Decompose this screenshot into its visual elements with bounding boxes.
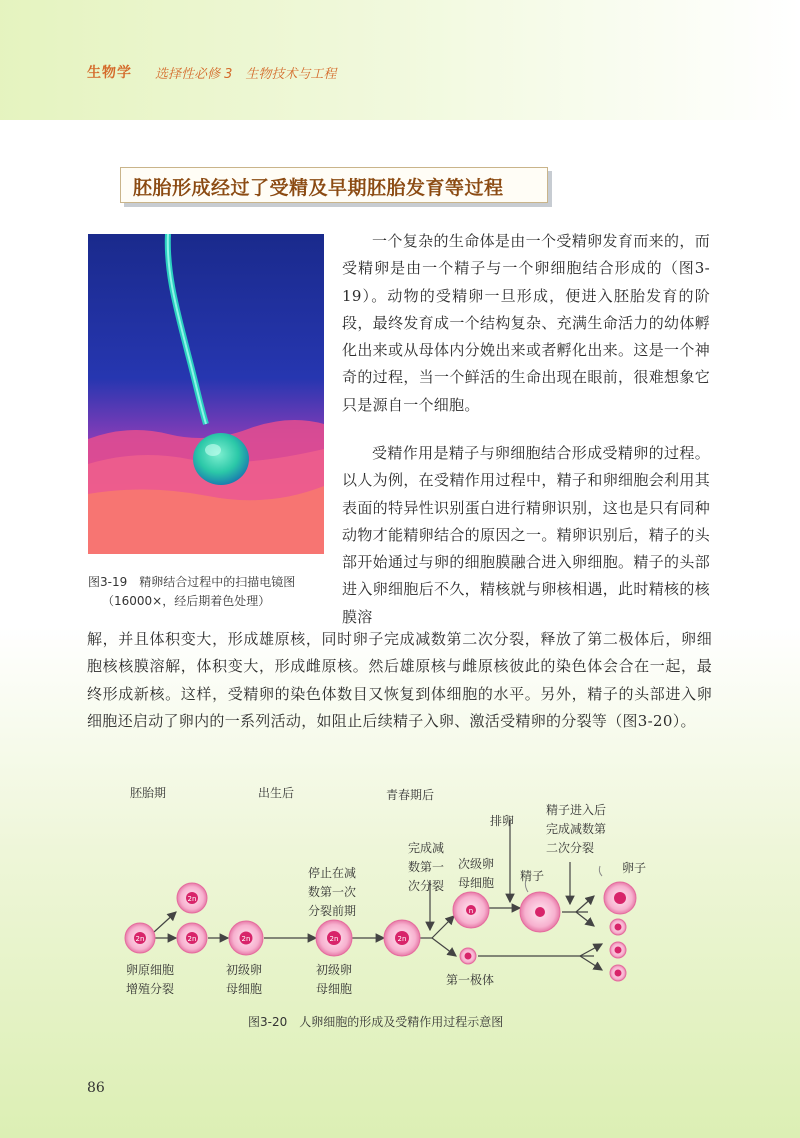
label-arrest-3: 分裂前期 (308, 904, 357, 918)
paragraph-1: 一个复杂的生命体是由一个受精卵发育而来的，而受精卵是由一个精子与一个卵细胞结合形成的（图3-19）。动物的受精卵一旦形成，便进入胚胎发育的阶段，最终发育成一个结构复杂、充满生命活力的幼体孵化出来或从母体内分娩出来或者孵化出来。这是一个神奇的过程，当一个鲜活的生命出现在眼前，很难想象它只是源自一个细胞。 (342, 232, 710, 414)
svg-text:2n: 2n (397, 935, 407, 943)
section-heading-box (120, 167, 548, 203)
label-sperm-entry-3: 二次分裂 (546, 841, 595, 855)
svg-text:2n: 2n (329, 935, 339, 943)
figure-3-19-caption (88, 573, 338, 611)
arrow-polar-down (580, 956, 602, 970)
figure-3-20-diagram (110, 780, 670, 1010)
label-secondary-oocyte-2: 母细胞 (458, 876, 495, 890)
label-primary-oocyte-1a: 初级卵 (226, 963, 263, 977)
arrow-polar-up (580, 944, 602, 956)
svg-text:2n: 2n (241, 935, 251, 943)
cell-primary-oocyte-1 (229, 921, 263, 955)
sperm-tail-icon (599, 866, 602, 876)
figure-3-19-caption-line1: 图3-19 精卵结合过程中的扫描电镜图 (88, 575, 296, 589)
cell-second-polar-body (610, 919, 626, 935)
stage-after-birth-label: 出生后 (258, 786, 295, 800)
label-sperm-entry-1: 精子进入后 (546, 803, 607, 817)
arrow-to-polar-body (432, 938, 456, 956)
cell-oogonia-up (177, 883, 207, 913)
paragraph-2: 受精作用是精子与卵细胞结合形成受精卵的过程。以人为例，在受精作用过程中，精子和卵细胞会利用其表面的特异性识别蛋白进行精卵识别，这也是只有同种动物才能精卵结合的原因之一。精卵识别后，精子的头部开始通过与卵的细胞膜融合进入卵细胞。精子的头部进入卵细胞后不久，精核就与卵核相遇，此时精核的核膜溶 (342, 444, 710, 626)
cell-oogonia-right (177, 923, 207, 953)
label-arrest-2: 数第一次 (308, 885, 357, 899)
arrow-to-egg (576, 896, 594, 912)
label-primary-oocyte-2b: 母细胞 (316, 982, 353, 996)
cell-fertilized-oocyte (520, 880, 560, 932)
svg-text:2n: 2n (187, 895, 197, 903)
svg-text:2n: 2n (187, 935, 197, 943)
svg-text:2n: 2n (135, 935, 145, 943)
label-oogonia-1: 卵原细胞 (126, 963, 175, 977)
page-number: 86 (87, 1080, 105, 1096)
cell-first-polar-body (460, 948, 476, 964)
stage-embryo-label: 胚胎期 (130, 786, 167, 800)
figure-3-20-caption: 图3-20 人卵细胞的形成及受精作用过程示意图 (248, 1015, 504, 1029)
label-egg: 卵子 (622, 861, 647, 875)
label-primary-oocyte-2a: 初级卵 (316, 963, 353, 977)
header-band (0, 0, 800, 120)
cell-primary-oocyte-3 (384, 920, 420, 956)
svg-text:n: n (468, 907, 474, 915)
label-sperm-entry-2: 完成减数第 (546, 822, 607, 836)
label-meiosis1-3: 次分裂 (408, 879, 445, 893)
label-meiosis1-1: 完成减 (408, 841, 445, 855)
header-subject: 生物学 (87, 65, 132, 81)
figure-3-19-caption-line2: （16000×，经后期着色处理） (102, 594, 271, 608)
label-sperm: 精子 (520, 869, 545, 883)
header-book-title: 选择性必修 3 生物技术与工程 (155, 67, 337, 82)
label-arrest-1: 停止在减 (308, 866, 357, 880)
cell-primary-oocyte-2 (316, 920, 352, 956)
stage-puberty-label: 青春期后 (386, 788, 435, 802)
cell-polar-body-a (610, 942, 626, 958)
label-first-polar-body: 第一极体 (446, 973, 495, 987)
arrow-to-secondary (432, 916, 454, 938)
cell-oogonia (125, 923, 155, 953)
cell-secondary-oocyte (453, 892, 489, 928)
paragraph-3: 解，并且体积变大，形成雄原核，同时卵子完成减数第二次分裂，释放了第二极体后，卵细胞核核膜溶解，体积变大，形成雌原核。然后雄原核与雌原核彼此的染色体会合在一起，最终形成新核。这样，受精卵的染色体数目又恢复到体细胞的水平。另外，精子的头部进入卵细胞还启动了卵内的一系列活动，如阻止后续精子入卵、激活受精卵的分裂等（图3-20）。 (87, 630, 712, 730)
label-ovulation: 排卵 (490, 814, 515, 828)
label-secondary-oocyte-1: 次级卵 (458, 857, 495, 871)
arrow-oogonia-up (154, 912, 176, 932)
arrow-to-second-polar (576, 912, 594, 926)
cell-polar-body-b (610, 965, 626, 981)
label-primary-oocyte-1b: 母细胞 (226, 982, 263, 996)
section-title: 胚胎形成经过了受精及早期胚胎发育等过程 (133, 177, 504, 199)
label-meiosis1-2: 数第一 (408, 860, 445, 874)
sem-photo-sperm-egg (88, 234, 324, 554)
label-oogonia-2: 增殖分裂 (126, 982, 175, 996)
